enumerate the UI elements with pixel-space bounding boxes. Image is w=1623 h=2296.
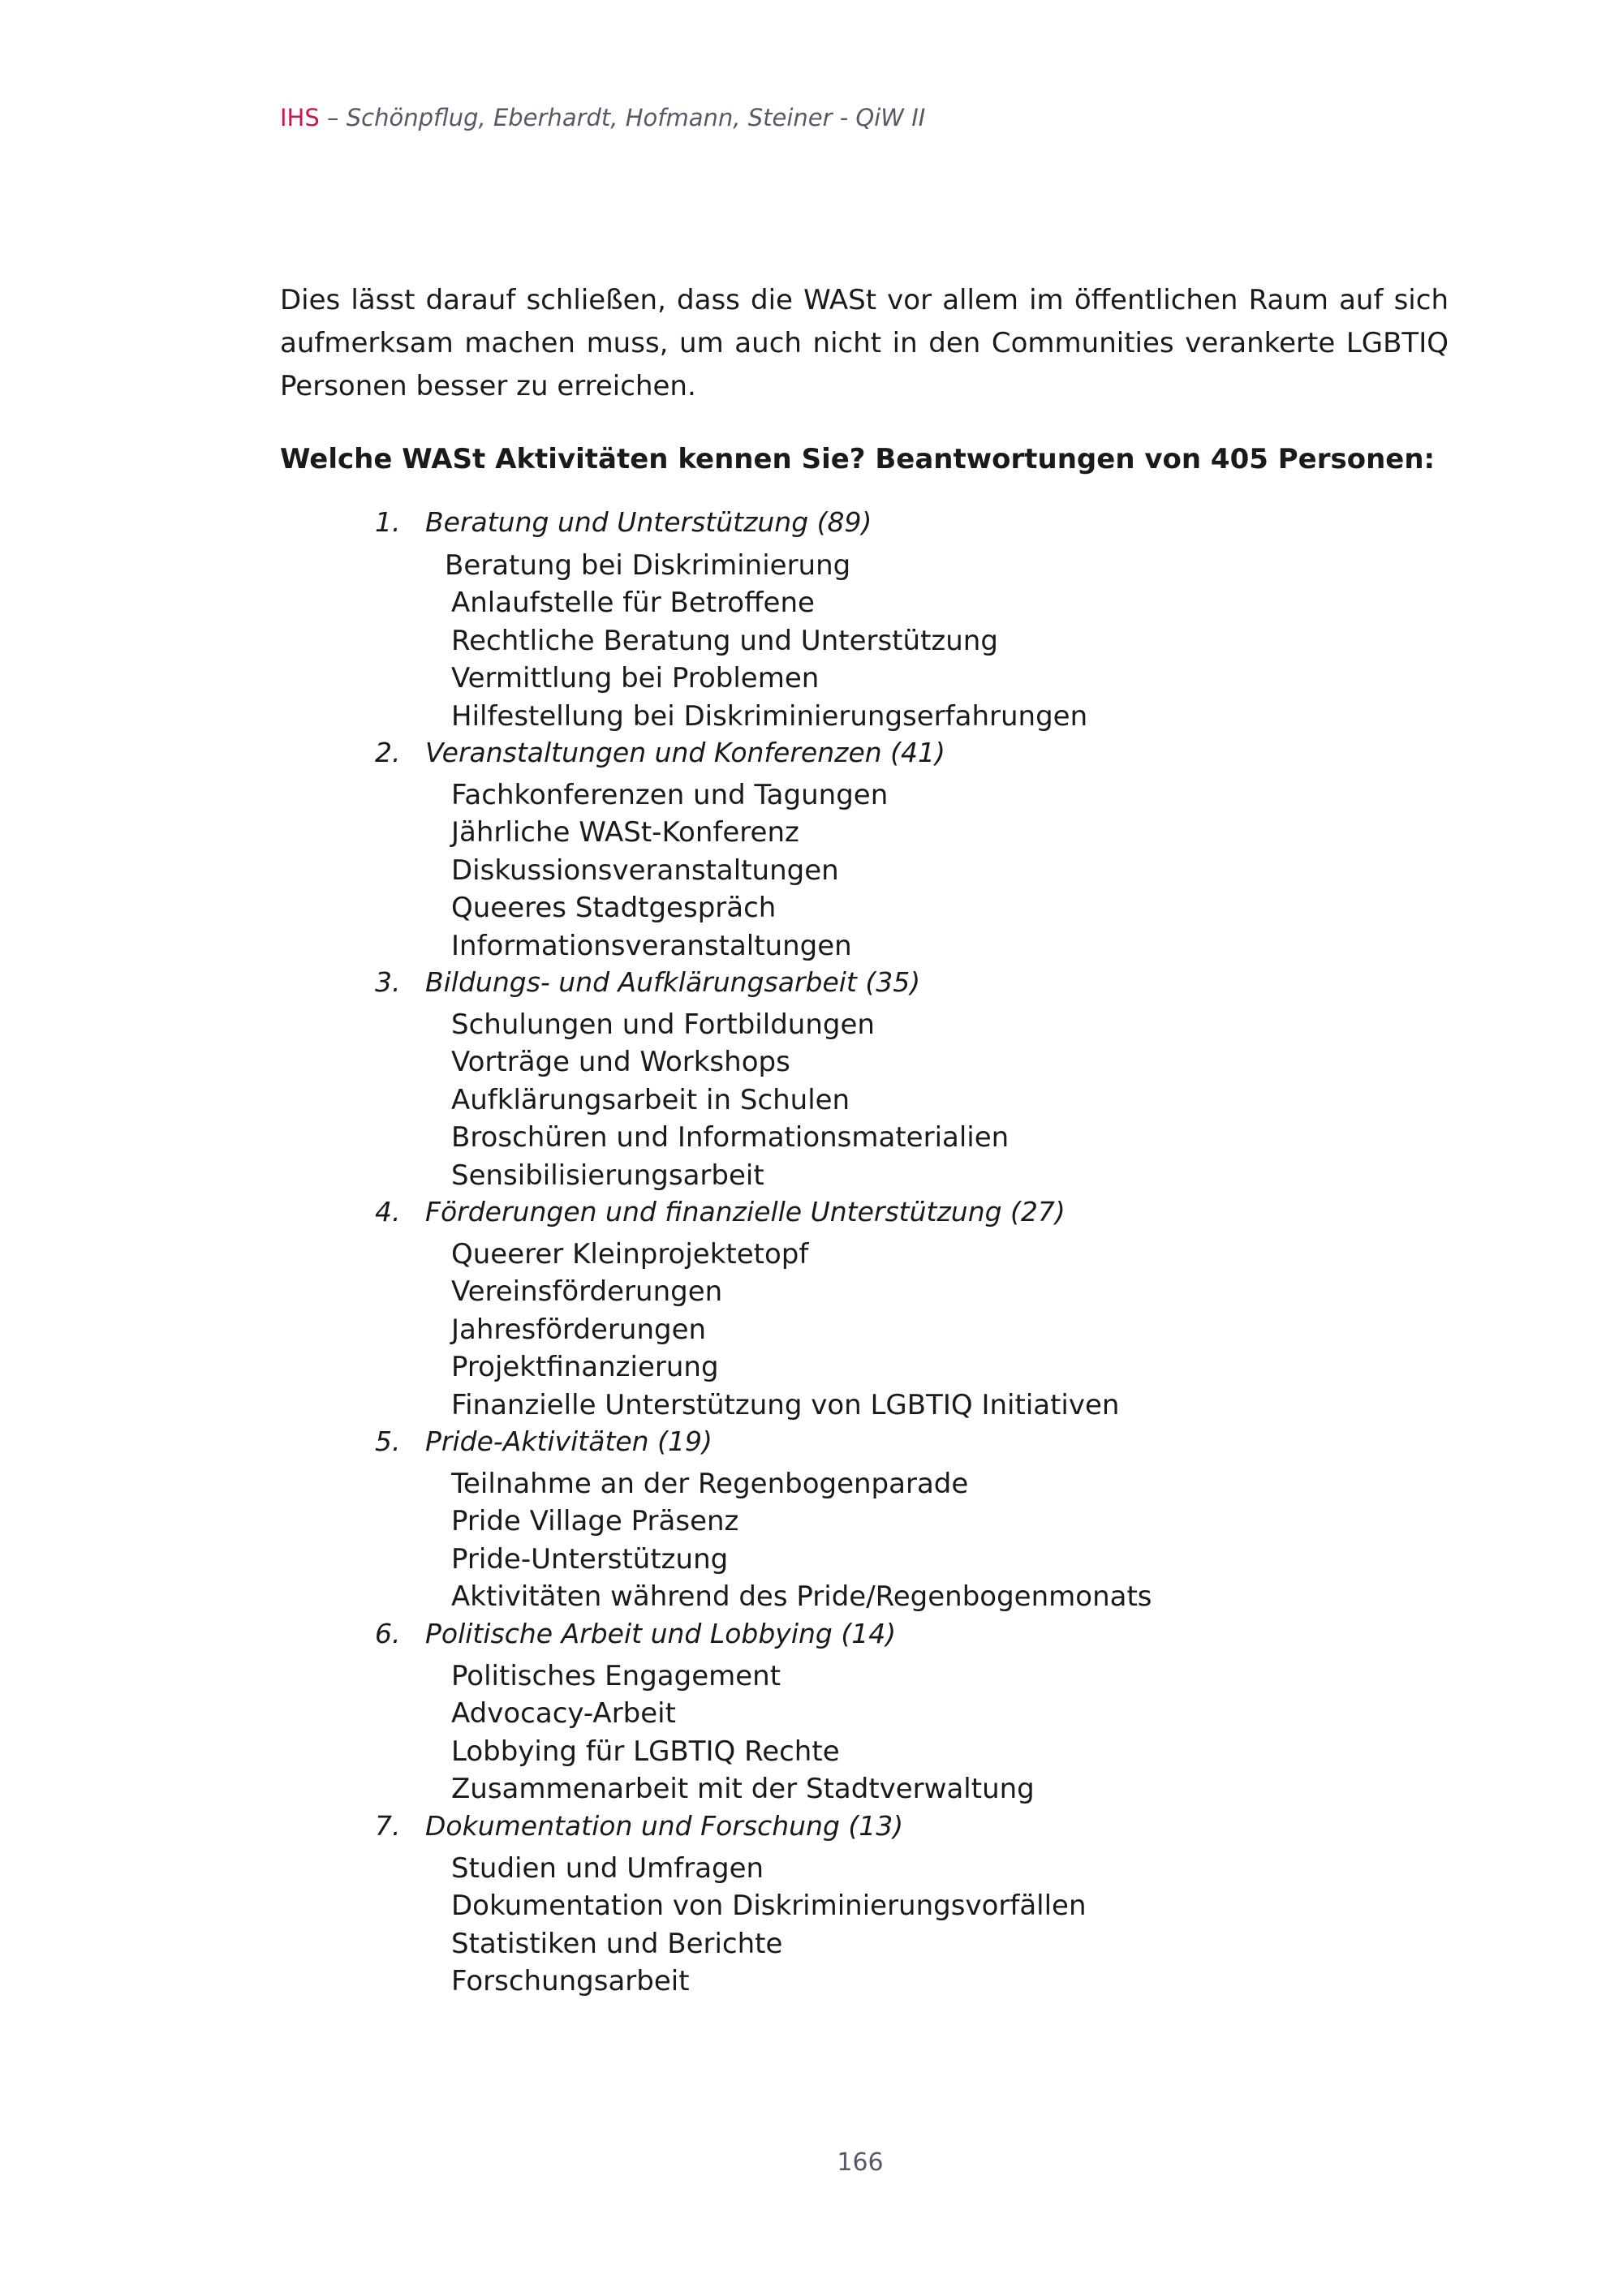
- list-item: Pride-Unterstützung: [451, 1543, 729, 1576]
- list-item: Beratung bei Diskriminierung: [445, 549, 851, 582]
- list-item: Sensibilisierungsarbeit: [451, 1159, 764, 1192]
- list-item: Teilnahme an der Regenbogenparade: [451, 1468, 969, 1500]
- survey-question: Welche WASt Aktivitäten kennen Sie? Beantwortungen von 405 Personen:: [280, 443, 1436, 475]
- category-number: 1.: [375, 506, 401, 538]
- header-org: IHS: [280, 104, 320, 131]
- list-item: Jährliche WASt-Konferenz: [451, 816, 799, 849]
- list-item: Vermittlung bei Problemen: [451, 662, 820, 694]
- list-item: Fachkonferenzen und Tagungen: [451, 779, 889, 811]
- category-number: 3.: [375, 966, 401, 998]
- list-item: Vorträge und Workshops: [451, 1046, 790, 1078]
- list-item: Pride Village Präsenz: [451, 1505, 739, 1537]
- category-title: Bildungs- und Aufklärungsarbeit (35): [425, 966, 921, 998]
- list-item: Anlaufstelle für Betroffene: [451, 587, 815, 619]
- category-number: 4.: [375, 1196, 401, 1228]
- list-item: Rechtliche Beratung und Unterstützung: [451, 625, 998, 657]
- category-heading: [375, 966, 920, 998]
- list-item: Jahresförderungen: [451, 1314, 707, 1346]
- category-heading: [375, 1196, 1065, 1228]
- list-item: Dokumentation von Diskriminierungsvorfällen: [451, 1890, 1087, 1922]
- header-authors: Schönpflug, Eberhardt, Hofmann, Steiner - QiW II: [346, 104, 926, 131]
- list-item: Statistiken und Berichte: [451, 1928, 783, 1960]
- list-item: Finanzielle Unterstützung von LGBTIQ Initiativen: [451, 1389, 1120, 1421]
- list-item: Zusammenarbeit mit der Stadtverwaltung: [451, 1773, 1035, 1805]
- page-number: 166: [837, 2148, 884, 2177]
- list-item: Diskussionsveranstaltungen: [451, 854, 839, 887]
- list-item: Lobbying für LGBTIQ Rechte: [451, 1735, 840, 1768]
- category-heading: [375, 1425, 712, 1457]
- header-separator: –: [319, 104, 347, 131]
- list-item: Aktivitäten während des Pride/Regenbogenmonats: [451, 1580, 1152, 1613]
- list-item: Queeres Stadtgespräch: [451, 892, 777, 924]
- category-heading: [375, 506, 872, 538]
- list-item: Hilfestellung bei Diskriminierungserfahrungen: [451, 700, 1088, 733]
- category-title: Veranstaltungen und Konferenzen (41): [425, 737, 945, 768]
- list-item: Vereinsförderungen: [451, 1275, 723, 1308]
- category-title: Beratung und Unterstützung (89): [425, 506, 872, 538]
- category-heading: [375, 737, 945, 768]
- category-heading: [375, 1810, 903, 1842]
- category-title: Dokumentation und Forschung (13): [425, 1810, 904, 1842]
- category-number: 5.: [375, 1425, 401, 1457]
- running-header: [280, 104, 925, 131]
- list-item: Advocacy-Arbeit: [451, 1697, 676, 1730]
- list-item: Studien und Umfragen: [451, 1852, 764, 1885]
- category-number: 6.: [375, 1618, 401, 1649]
- list-item: Broschüren und Informationsmaterialien: [451, 1121, 1010, 1154]
- list-item: Forschungsarbeit: [451, 1965, 690, 1997]
- intro-paragraph: Dies lässt darauf schließen, dass die WASt vor allem im öffentlichen Raum auf sich aufmerksam machen muss, um auch nicht in den Communities verankerte LGBTIQ Personen besser zu erreichen.: [280, 284, 1449, 402]
- list-item: Informationsveranstaltungen: [451, 930, 852, 962]
- list-item: Aufklärungsarbeit in Schulen: [451, 1084, 850, 1116]
- list-item: Queerer Kleinprojektetopf: [451, 1238, 809, 1271]
- list-item: Schulungen und Fortbildungen: [451, 1008, 875, 1041]
- category-title: Förderungen und finanzielle Unterstützung (27): [425, 1196, 1065, 1228]
- category-heading: [375, 1618, 896, 1649]
- list-item: Politisches Engagement: [451, 1660, 781, 1692]
- category-number: 2.: [375, 737, 401, 768]
- category-title: Politische Arbeit und Lobbying (14): [425, 1618, 897, 1649]
- category-title: Pride-Aktivitäten (19): [425, 1425, 712, 1457]
- list-item: Projektfinanzierung: [451, 1351, 719, 1383]
- category-number: 7.: [375, 1810, 401, 1842]
